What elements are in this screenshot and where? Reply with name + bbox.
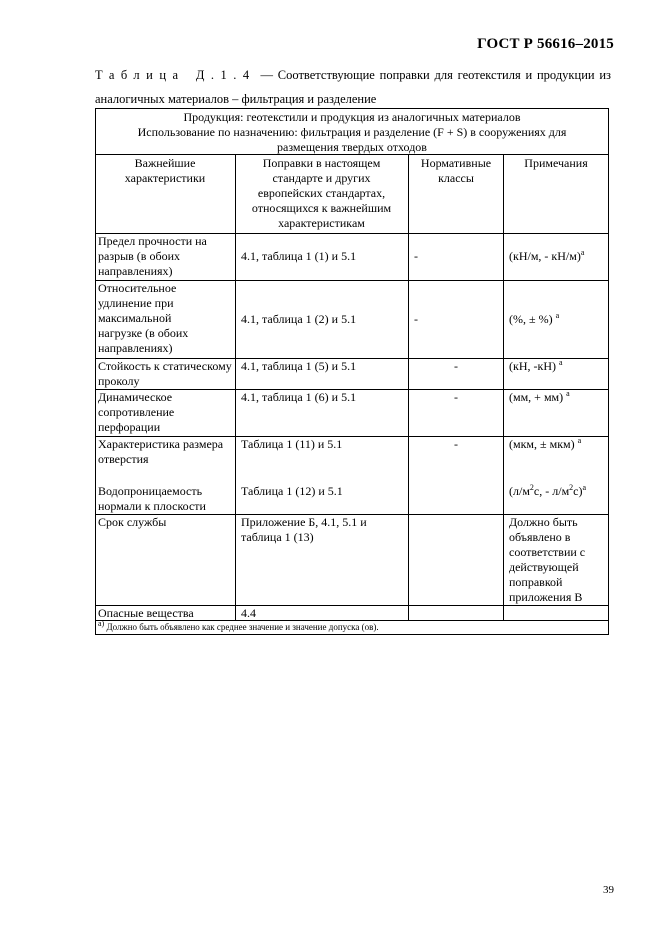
table-footnote: $^{a)}$ Должно быть объявлено как среднее значение и значение допуска (ов). (98, 619, 379, 632)
cell-reference: 4.1, таблица 1 (5) и 5.1 (241, 359, 357, 373)
cell-reference: 4.1, таблица 1 (1) и 5.1 (241, 249, 357, 263)
col-header-references: Поправки в настоящем стандарте и других европейских стандартах, относящихся к важнейшим характеристикам (251, 156, 392, 230)
cell-classes: - (454, 437, 458, 451)
cell-characteristic: Срок службы (98, 515, 167, 529)
cell-reference: Таблица 1 (12) и 5.1 (241, 484, 343, 498)
cell-reference: 4.4 (241, 606, 256, 620)
cell-reference: 4.1, таблица 1 (6) и 5.1 (241, 390, 357, 404)
cell-notes: (%, ± %) $^a$ (509, 311, 560, 326)
use-line: Использование по назначению: фильтрация и разделение (F + S) в сооружениях для размещения твердых отходов (137, 125, 567, 154)
caption-dash: — (255, 68, 278, 82)
col-header-characteristics: Важнейшие характеристики (124, 156, 206, 185)
col-header-classes: Нормативные классы (420, 156, 492, 185)
standard-code: ГОСТ Р 56616–2015 (477, 36, 614, 52)
cell-notes: Должно быть объявлено в соответствии с действующей поправкой приложения В (509, 515, 586, 604)
cell-notes: ($л/м^2с$, - $л/м^2с)^a$ (509, 483, 587, 498)
table-caption (95, 63, 611, 111)
cell-classes: - (414, 312, 418, 326)
cell-reference: Приложение Б, 4.1, 5.1 и таблица 1 (13) (241, 515, 367, 544)
column-divider (408, 154, 409, 620)
caption-label: Таблица Д.1.4 (95, 68, 256, 82)
cell-reference: 4.1, таблица 1 (2) и 5.1 (241, 312, 357, 326)
cell-notes: (мм, + мм) $^a$ (509, 389, 570, 404)
cell-characteristic: Динамическое сопротивление перфорации (98, 390, 175, 434)
cell-characteristic: Предел прочности на разрыв (в обоих направлениях) (98, 234, 207, 278)
product-line: Продукция: геотекстили и продукция из аналогичных материалов (183, 110, 521, 124)
cell-classes: - (414, 249, 418, 263)
cell-characteristic: Характеристика размера отверстия (98, 437, 224, 466)
page-number: 39 (603, 884, 614, 896)
cell-notes: (кН, -кН) $^a$ (509, 358, 563, 373)
cell-reference: Таблица 1 (11) и 5.1 (241, 437, 343, 451)
cell-notes: (мкм, ± мкм) $^a$ (509, 436, 582, 451)
cell-notes: (кН/м, - кН/м)$^a$ (509, 248, 585, 263)
cell-characteristic: Водопроницаемость нормали к плоскости (98, 484, 206, 513)
column-divider (503, 154, 504, 620)
cell-classes: - (454, 390, 458, 404)
product-heading (99, 110, 605, 155)
col-header-notes: Примечания (524, 156, 588, 170)
caption-text: Соответствующие поправки для геотекстиля и продукции из аналогичных материалов – фильтрация и разделение (95, 68, 611, 106)
cell-characteristic: Относительное удлинение при максимальной нагрузке (в обоих направлениях) (98, 281, 189, 355)
cell-characteristic: Опасные вещества (98, 606, 194, 620)
cell-characteristic: Стойкость к статическому проколу (98, 359, 232, 388)
column-divider (235, 154, 236, 620)
cell-classes: - (454, 359, 458, 373)
